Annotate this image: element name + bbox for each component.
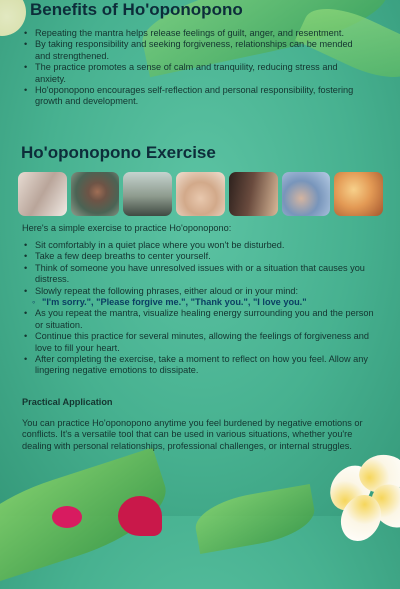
exercise-heading: Ho'oponopono Exercise <box>21 143 216 162</box>
list-item: • Think of someone you have unresolved issues with or a situation that causes you distress. <box>22 263 382 286</box>
person-on-rock-photo <box>123 172 172 216</box>
prayer-hands-photo <box>282 172 331 216</box>
leaf-decoration <box>192 484 319 554</box>
photo-gallery <box>18 172 383 216</box>
hands-on-heart-photo <box>176 172 225 216</box>
list-item: • Ho'oponopono encourages self-reflection and personal responsibility, fostering growth and development. <box>22 85 367 108</box>
exercise-steps <box>22 240 382 377</box>
practical-text: You can practice Ho'oponopono anytime you feel burdened by negative emotions or conflicts. It's a versatile tool that can be used in various situations, whether you're dealing with personal relationships, professional challenges, or internal struggles. <box>22 418 363 451</box>
list-item: • Sit comfortably in a quiet place where you won't be disturbed. <box>22 240 382 251</box>
list-item: • Repeating the mantra helps release feelings of guilt, anger, and resentment. <box>22 28 367 39</box>
benefits-heading: Benefits of Ho'oponopono <box>30 0 243 19</box>
red-flower-decoration <box>52 506 82 528</box>
red-flower-decoration <box>118 496 162 536</box>
frangipani-flower-decoration <box>318 450 400 530</box>
man-meditating-photo <box>71 172 120 216</box>
woman-by-window-photo <box>18 172 67 216</box>
sunset-silhouette-photo <box>334 172 383 216</box>
benefits-list <box>22 28 367 108</box>
list-item: • Continue this practice for several minutes, allowing the feelings of forgiveness and love to fill your heart. <box>22 331 382 354</box>
list-item: • Take a few deep breaths to center yourself. <box>22 251 382 262</box>
list-item: • The practice promotes a sense of calm and tranquility, reducing stress and anxiety. <box>22 62 367 85</box>
list-item: • After completing the exercise, take a moment to reflect on how you feel. Allow any lingering negative emotions to dissipate. <box>22 354 382 377</box>
mantra-phrases: ◦ "I'm sorry.", "Please forgive me.", "Thank you.", "I love you." <box>22 297 382 308</box>
woman-portrait-photo <box>229 172 278 216</box>
list-item: • As you repeat the mantra, visualize healing energy surrounding you and the person or situation. <box>22 308 382 331</box>
practical-heading: Practical Application <box>22 397 113 407</box>
exercise-intro: Here's a simple exercise to practice Ho'oponopono: <box>22 223 232 233</box>
list-item: • Slowly repeat the following phrases, either aloud or in your mind: <box>22 286 382 297</box>
list-item: • By taking responsibility and seeking forgiveness, relationships can be mended and strengthened. <box>22 39 367 62</box>
